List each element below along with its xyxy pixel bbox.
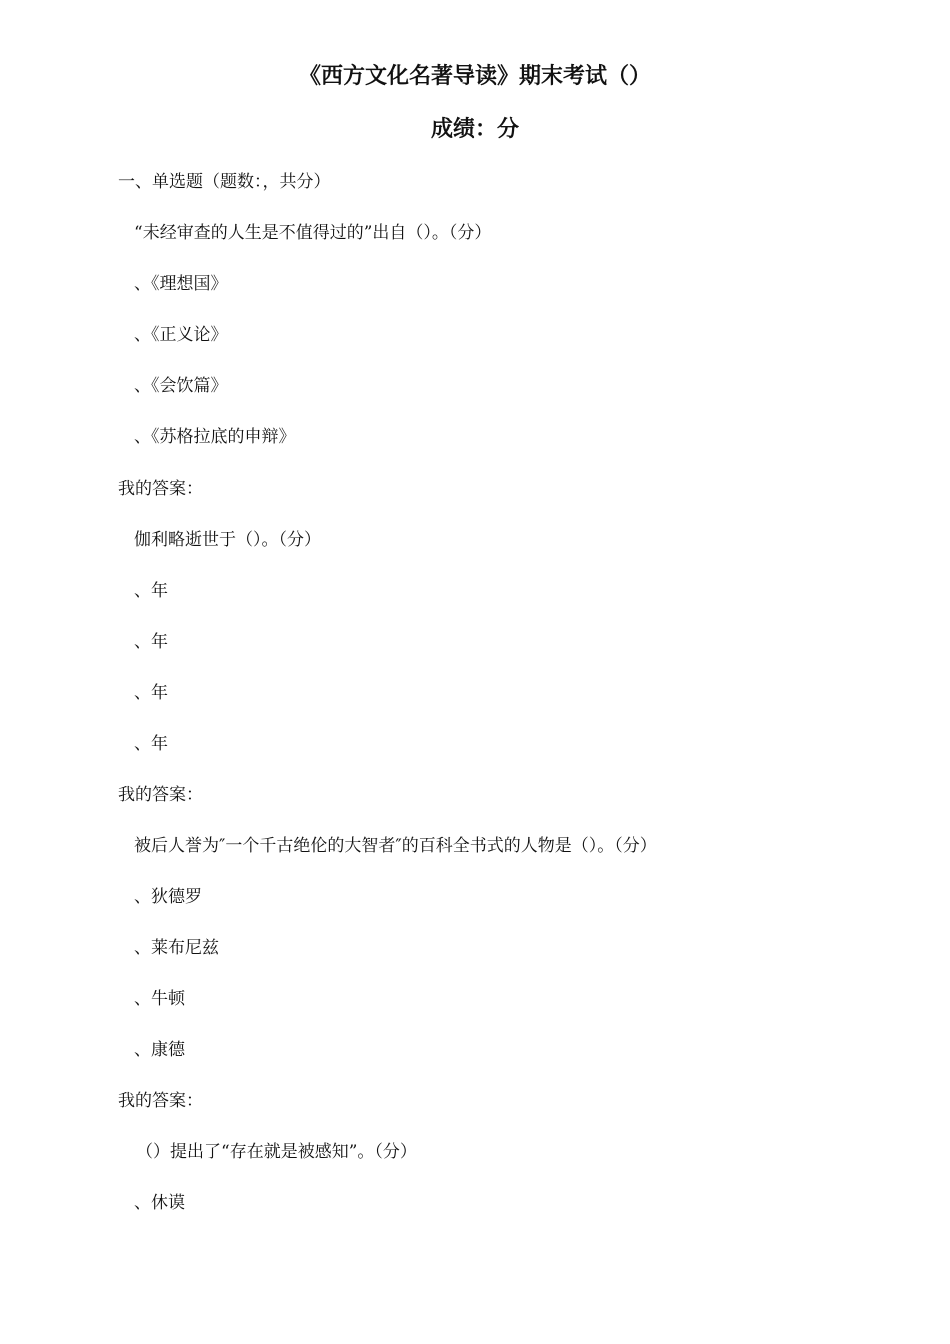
question-3-option-d[interactable]: 、康德 xyxy=(134,1040,185,1060)
question-1-option-d[interactable]: 、《苏格拉底的申辩》 xyxy=(134,427,296,447)
exam-title: 《西方文化名著导读》期末考试（） xyxy=(298,64,651,89)
question-3-answer-label: 我的答案： xyxy=(118,1091,203,1111)
question-2-option-a[interactable]: 、年 xyxy=(134,581,168,601)
question-3-option-b[interactable]: 、莱布尼兹 xyxy=(134,938,219,958)
section-heading: 一、单选题（题数：，共分） xyxy=(118,172,331,192)
question-1-option-a[interactable]: 、《理想国》 xyxy=(134,274,228,294)
question-4-option-a[interactable]: 、休谟 xyxy=(134,1193,185,1213)
question-3-option-c[interactable]: 、牛顿 xyxy=(134,989,185,1009)
question-3-text: 被后人誉为″一个千古绝伦的大智者″的百科全书式的人物是（）。（分） xyxy=(134,836,657,856)
question-2-text: 伽利略逝世于（）。（分） xyxy=(134,530,321,550)
question-4-text: （）提出了“存在就是被感知”。（分） xyxy=(136,1142,417,1162)
question-2-answer-label: 我的答案： xyxy=(118,785,203,805)
question-3-option-a[interactable]: 、狄德罗 xyxy=(134,887,202,907)
question-1-option-c[interactable]: 、《会饮篇》 xyxy=(134,376,228,396)
question-1-option-b[interactable]: 、《正义论》 xyxy=(134,325,228,345)
score-line: 成绩：分 xyxy=(430,117,519,142)
question-2-option-c[interactable]: 、年 xyxy=(134,683,168,703)
question-1-text: “未经审查的人生是不值得过的”出自（）。（分） xyxy=(134,223,492,243)
question-2-option-d[interactable]: 、年 xyxy=(134,734,168,754)
question-1-answer-label: 我的答案： xyxy=(118,479,203,499)
question-2-option-b[interactable]: 、年 xyxy=(134,632,168,652)
